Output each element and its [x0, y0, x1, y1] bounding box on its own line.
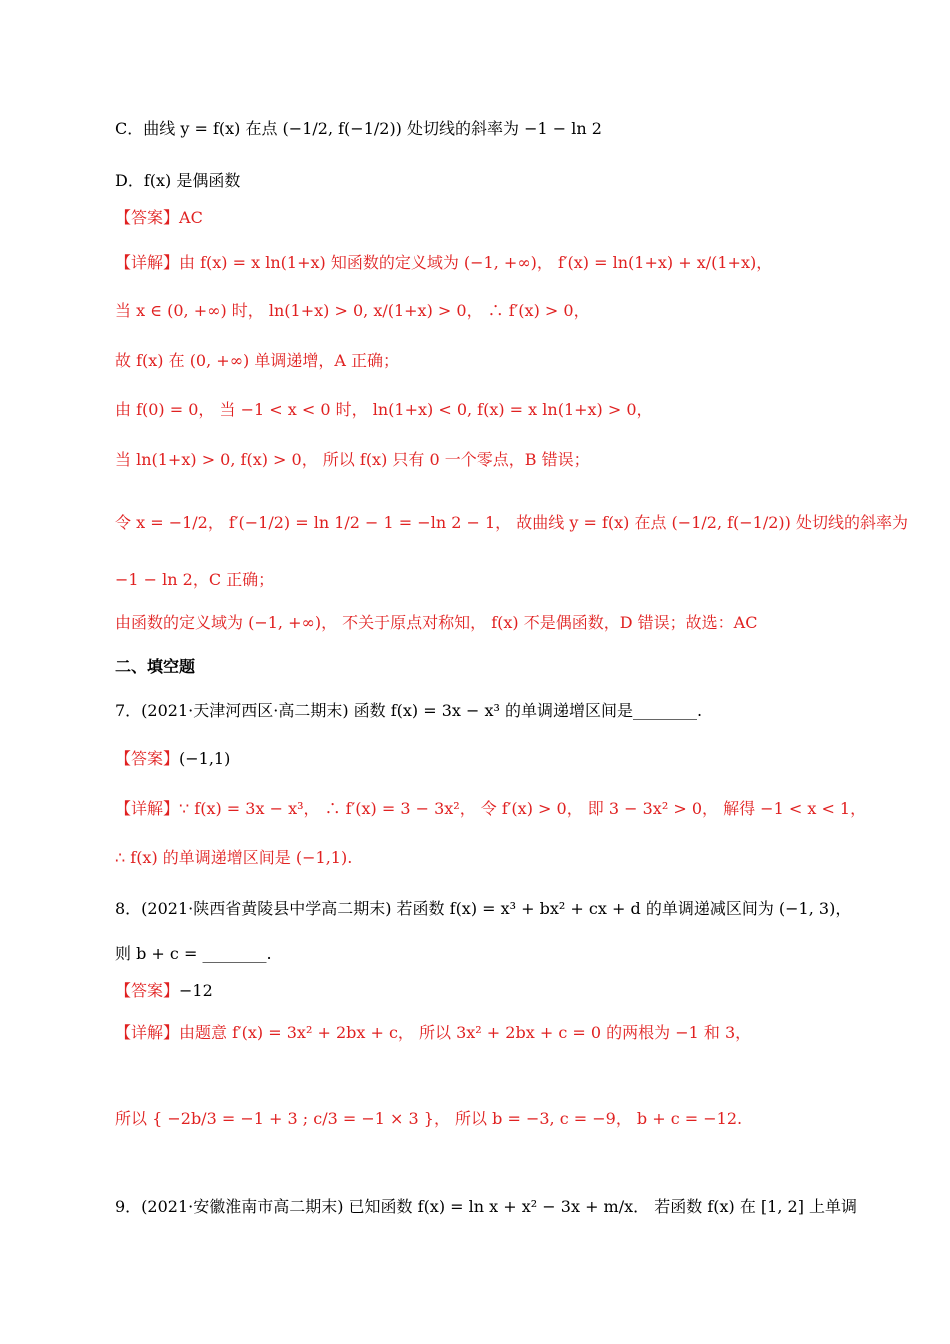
detail-6-line-5: 当 ln(1+x) > 0, f(x) > 0， 所以 f(x) 只有 0 一个零点，B 错误；	[115, 450, 590, 469]
question-8-line-1: 8．(2021·陕西省黄陵县中学高二期末) 若函数 f(x) = x³ + bx² + cx + d 的单调递减区间为 (−1, 3)，	[115, 899, 852, 918]
answer-7: 【答案】(−1,1)	[115, 749, 231, 768]
detail-6-line-6: 令 x = −1/2， f′(−1/2) = ln 1/2 − 1 = −ln 2 − 1， 故曲线 y = f(x) 在点 (−1/2, f(−1/2)) 处切线的斜率为	[115, 513, 909, 532]
detail-6-line-8: 由函数的定义域为 (−1, +∞)， 不关于原点对称知， f(x) 不是偶函数，D 错误；故选：AC	[115, 613, 758, 632]
option-c: C．曲线 y = f(x) 在点 (−1/2, f(−1/2)) 处切线的斜率为 −1 − ln 2	[115, 119, 602, 138]
detail-8-line-2: 所以 { −2b/3 = −1 + 3 ; c/3 = −1 × 3 }， 所以 b = −3, c = −9， b + c = −12.	[115, 1109, 743, 1128]
answer-8: 【答案】−12	[115, 981, 213, 1000]
question-9: 9．(2021·安徽淮南市高二期末) 已知函数 f(x) = ln x + x² − 3x + m/x． 若函数 f(x) 在 [1, 2] 上单调	[115, 1197, 858, 1216]
detail-6-line-1: 【详解】由 f(x) = x ln(1+x) 知函数的定义域为 (−1, +∞)， f′(x) = ln(1+x) + x/(1+x)，	[115, 253, 773, 272]
detail-6-line-3: 故 f(x) 在 (0, +∞) 单调递增，A 正确；	[115, 351, 399, 370]
detail-6-line-2: 当 x ∈ (0, +∞) 时， ln(1+x) > 0, x/(1+x) > 0， ∴ f′(x) > 0，	[115, 301, 590, 320]
option-d: D．f(x) 是偶函数	[115, 171, 241, 190]
detail-7-line-1: 【详解】∵ f(x) = 3x − x³， ∴ f′(x) = 3 − 3x²， 令 f′(x) > 0， 即 3 − 3x² > 0， 解得 −1 < x < 1，	[115, 799, 867, 818]
detail-7-line-2: ∴ f(x) 的单调递增区间是 (−1,1).	[115, 848, 353, 867]
detail-6-line-7: −1 − ln 2，C 正确；	[115, 570, 275, 589]
answer-6: 【答案】AC	[115, 208, 203, 227]
question-8-line-2: 则 b + c = ________.	[115, 944, 272, 963]
section-heading: 二、填空题	[115, 657, 196, 676]
detail-6-line-4: 由 f(0) = 0， 当 −1 < x < 0 时， ln(1+x) < 0, f(x) = x ln(1+x) > 0，	[115, 400, 653, 419]
detail-8-line-1: 【详解】由题意 f′(x) = 3x² + 2bx + c， 所以 3x² + 2bx + c = 0 的两根为 −1 和 3，	[115, 1023, 752, 1042]
question-7: 7．(2021·天津河西区·高二期末) 函数 f(x) = 3x − x³ 的单调递增区间是________.	[115, 701, 703, 720]
